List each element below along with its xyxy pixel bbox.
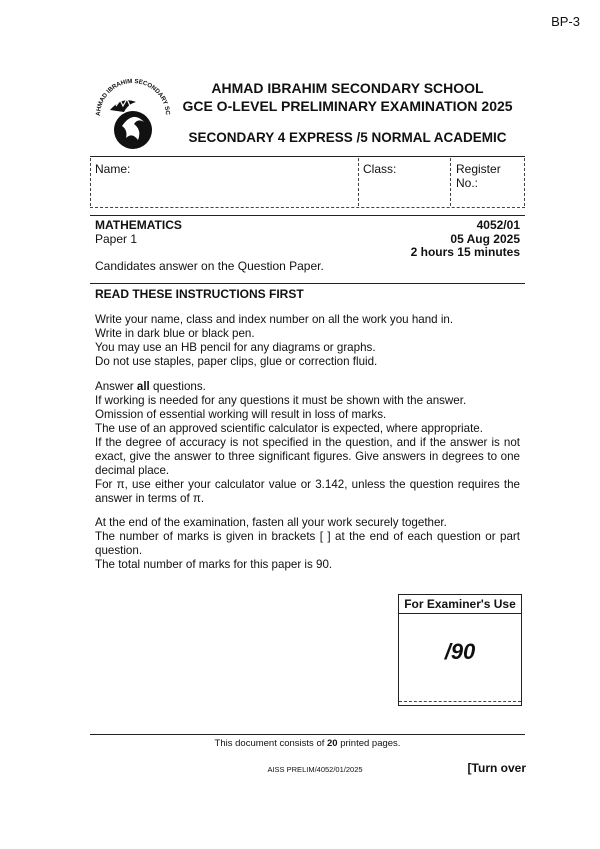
fields-divider-1 [358,158,359,206]
school-logo [92,72,174,158]
school-name: AHMAD IBRAHIM SECONDARY SCHOOL [211,80,484,96]
turn-over: [Turn over [467,761,526,775]
fields-right-border [524,158,525,206]
divider-top [90,215,525,216]
fields-left-border [90,158,91,206]
instructions-block-2 [95,380,520,506]
name-label: Name: [95,162,131,176]
svg-text:AHMAD IBRAHIM SECONDARY SCHOOL [92,72,171,116]
instruction-line: If the degree of accuracy is not specified in the question, and if the answer is not exact, give the answer to three significant figures. Give answers in degrees to one decimal place. [95,436,520,477]
subject-row [95,218,520,232]
instructions-heading: READ THESE INSTRUCTIONS FIRST [95,287,304,301]
level-title: SECONDARY 4 EXPRESS /5 NORMAL ACADEMIC [188,130,507,145]
instruction-line: For π, use either your calculator value or 3.142, unless the question requires the answer in terms of π. [95,478,520,505]
exam-duration: 2 hours 15 minutes [410,245,520,259]
divider-instructions [90,283,525,284]
school-crest-icon [92,72,174,158]
logo-text: AHMAD IBRAHIM SECONDARY SC [94,77,172,117]
divider-footer [90,734,525,735]
paper-name: Paper 1 [95,232,138,246]
instruction-line: The use of an approved scientific calculator is expected, where appropriate. [95,422,483,435]
instruction-line: Write in dark blue or black pen. [95,327,255,340]
examiner-box [398,594,522,706]
exam-title: GCE O-LEVEL PRELIMINARY EXAMINATION 2025 [182,98,513,114]
instruction-line: Write your name, class and index number on all the work you hand in. [95,313,454,326]
document-reference: AISS PRELIM/4052/01/2025 [267,765,363,774]
instruction-line: At the end of the examination, fasten all your work securely together. [95,516,447,529]
instruction-line: Do not use staples, paper clips, glue or correction fluid. [95,355,378,368]
candidate-details [90,156,525,208]
instruction-line: The number of marks is given in brackets [ ] at the end of each question or part question. [95,530,520,557]
examiner-box-title: For Examiner's Use [399,595,521,614]
instructions-block-1 [95,313,520,369]
instruction-line: You may use an HB pencil for any diagrams or graphs. [95,341,376,354]
fields-top-border [90,156,525,157]
instruction-line: If working is needed for any questions it must be shown with the answer. [95,394,467,407]
instructions-block-3 [95,516,520,572]
page-code: BP-3 [551,14,580,29]
instruction-line: Answer all questions. [95,380,206,393]
subject: MATHEMATICS [95,218,182,232]
paper-code: 4052/01 [476,218,520,232]
fields-divider-2 [450,158,451,206]
exam-date: 05 Aug 2025 [450,232,520,246]
total-marks: /90 [444,639,476,664]
instruction-line: The total number of marks for this paper is 90. [95,558,333,571]
instruction-line: Omission of essential working will result in loss of marks. [95,408,387,421]
page-count-note: This document consists of 20 printed pages. [214,738,401,749]
candidates-note: Candidates answer on the Question Paper. [95,259,324,273]
paper-row [95,232,520,246]
examiner-box-dashline [399,701,521,702]
class-label: Class: [363,162,397,176]
register-label: Register No.: [456,162,501,190]
fields-bottom-border [90,207,525,208]
